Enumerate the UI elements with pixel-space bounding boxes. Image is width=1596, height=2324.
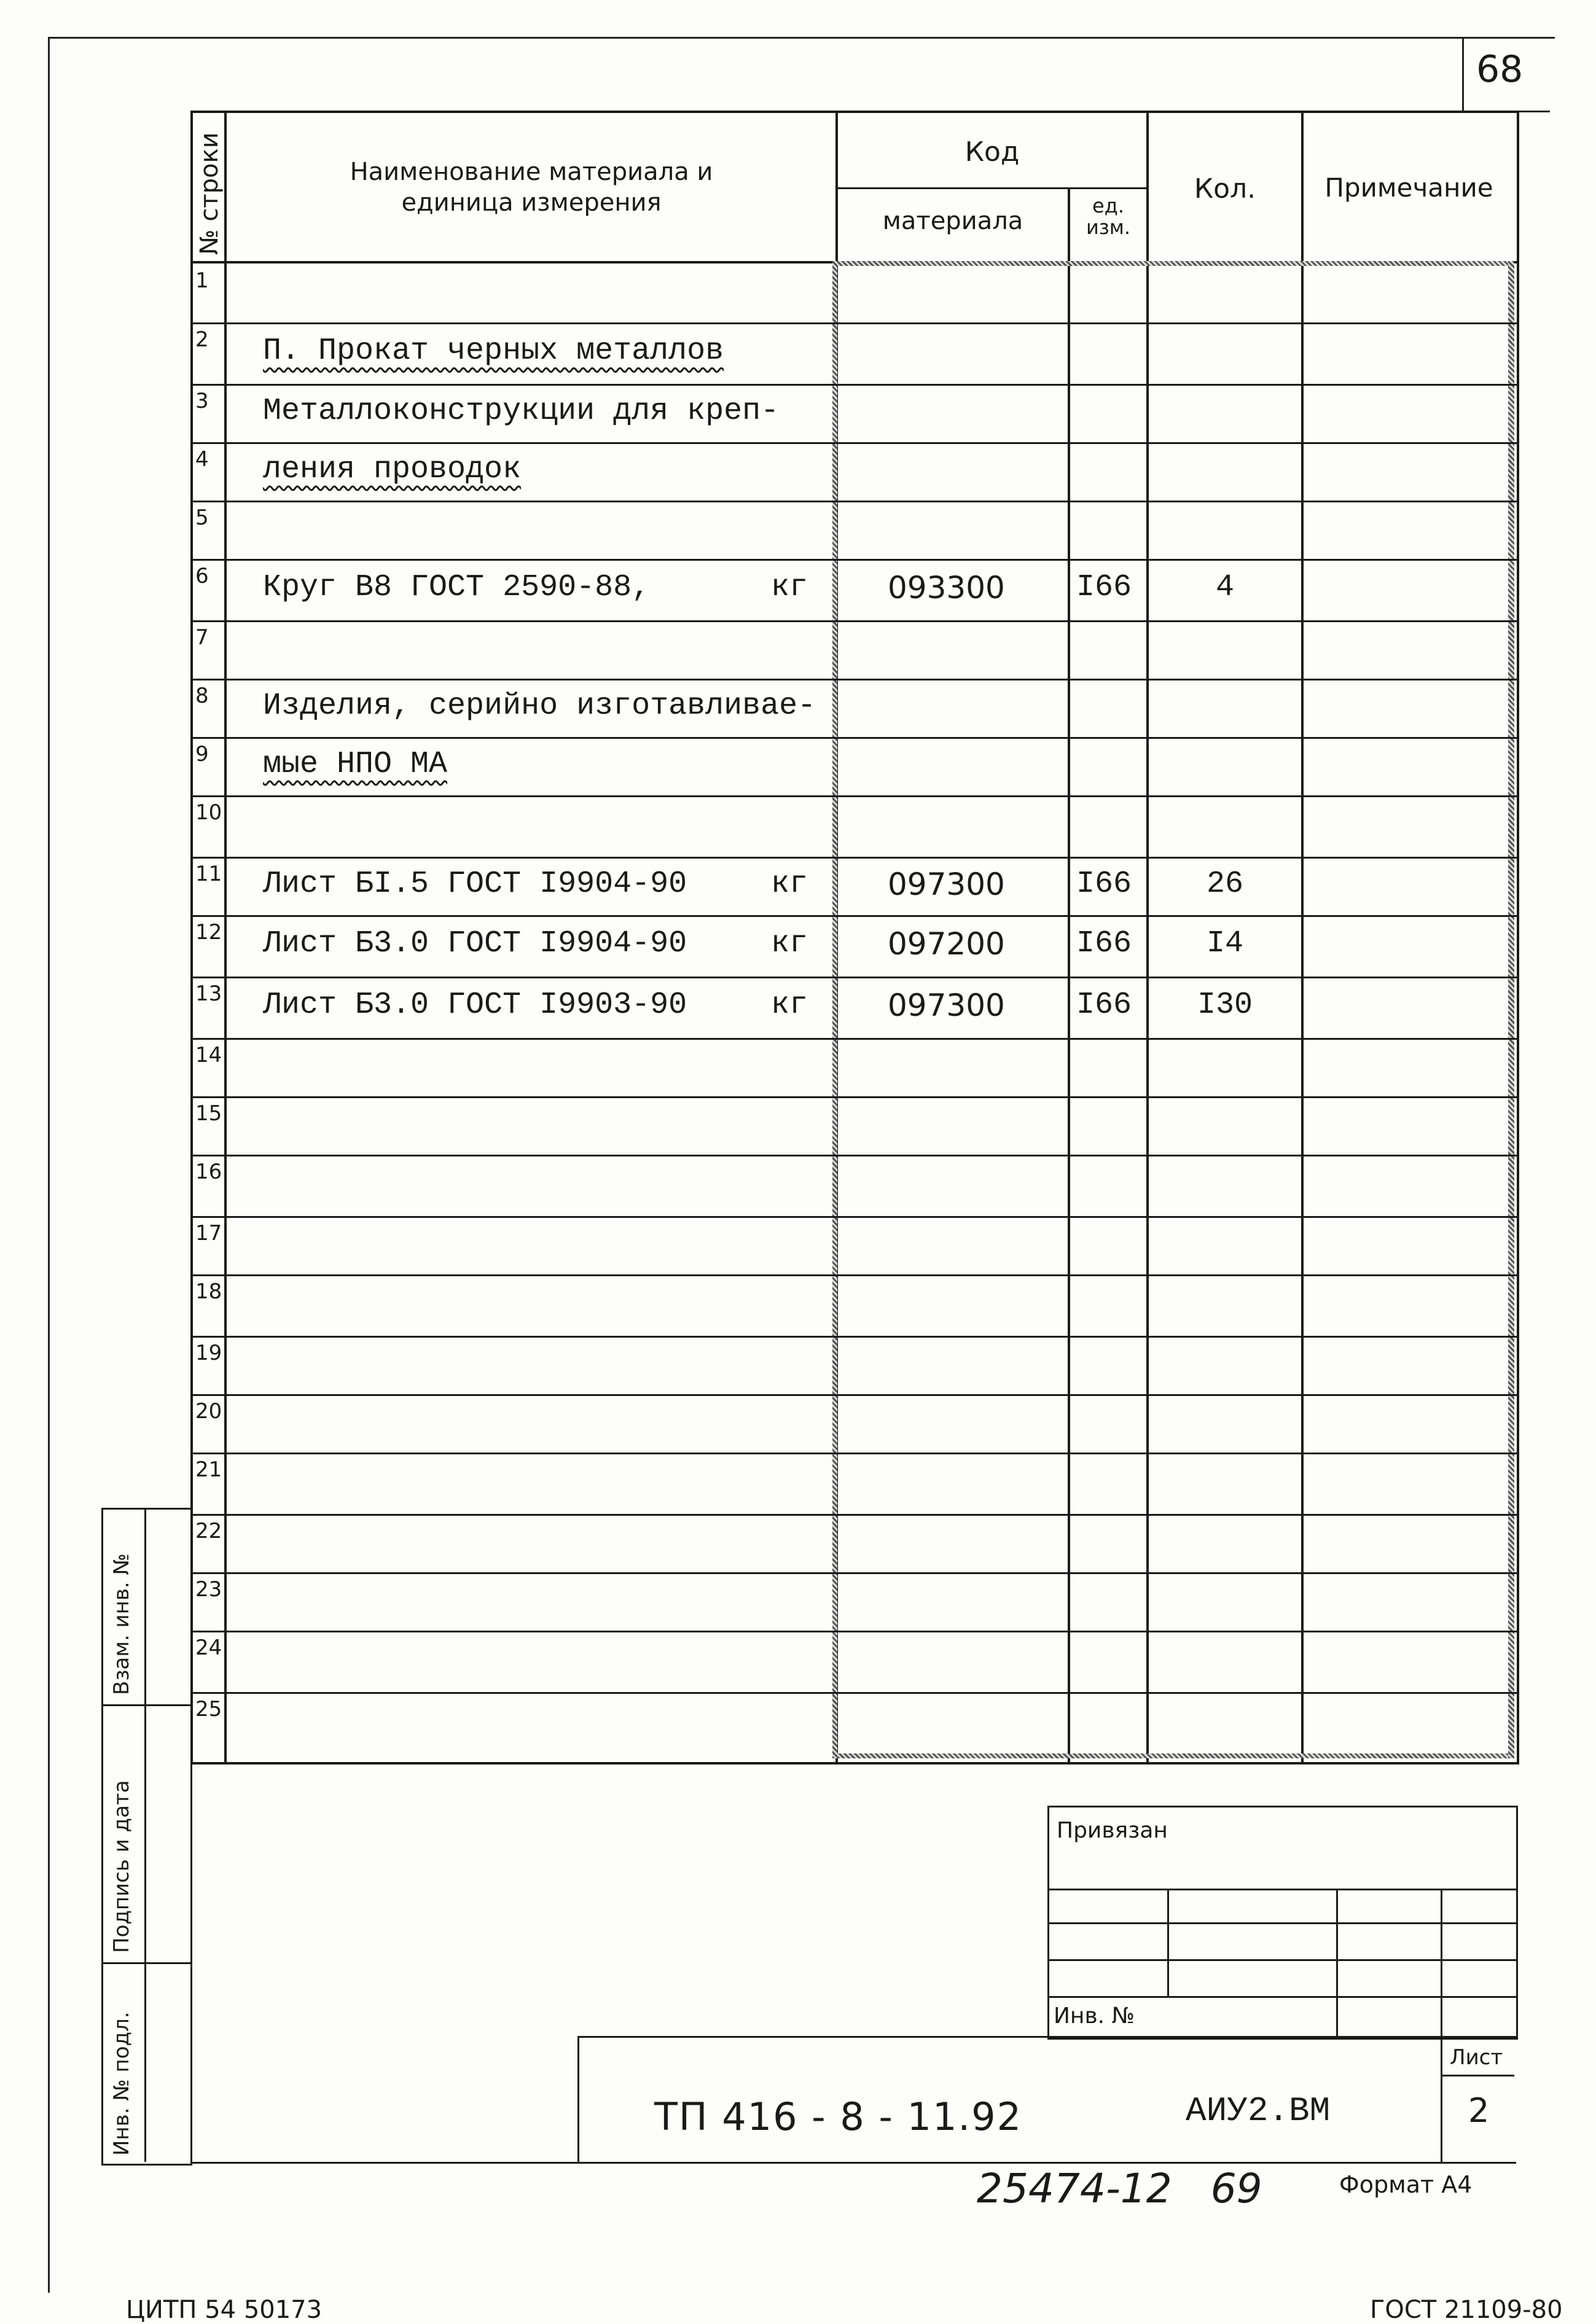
unit-code: I66 [1076,570,1132,605]
privyazan-col-1 [1167,1889,1169,1996]
item-name: Металлоконструкции для креп- [263,393,780,429]
unit-code: I66 [1076,866,1132,902]
row-divider [190,442,1517,444]
item-unit: кг [771,988,808,1023]
header-qty: Кол. [1194,173,1256,205]
stamp-mark-top [835,261,1514,266]
privyazan-col-2 [1336,1889,1338,2036]
row-divider [190,322,1517,324]
privyazan-col-3 [1441,1889,1442,2036]
row-divider [190,559,1517,561]
code-subheader-line [835,187,1149,189]
unit-code: I66 [1076,988,1132,1023]
privyazan-row-2 [1047,1922,1516,1924]
privyazan-label: Привязан [1057,1818,1168,1843]
row-number: 25 [195,1697,222,1722]
row-number: 10 [195,800,222,825]
side-strip-divider-2 [101,1962,190,1964]
row-number: 7 [195,625,209,650]
side-strip-divider-1 [101,1704,190,1706]
item-name: П. Прокат черных металлов [263,333,724,368]
row-divider [190,1631,1517,1632]
page-number-box [1462,37,1550,112]
row-number: 22 [195,1519,222,1543]
footer-left-cut: ЦИТП 54 50173 [126,2296,323,2324]
material-code: 097200 [888,926,1005,962]
header-code-unit: ед. изм. [1086,194,1131,240]
list-number: 2 [1468,2091,1490,2130]
material-code: 093300 [888,570,1005,606]
list-label: Лист [1450,2045,1503,2070]
side-label-inv: Инв. № подл. [109,2011,134,2156]
row-number: 23 [195,1577,222,1602]
item-unit: кг [771,570,808,605]
item-name: Лист БI.5 ГОСТ I9904-90 [263,866,687,902]
item-name: мые НПО МА [263,746,448,782]
row-number: 17 [195,1221,222,1246]
privyazan-row-1 [1047,1889,1516,1890]
row-number: 8 [195,684,209,708]
item-unit: кг [771,866,808,902]
row-divider [190,1572,1517,1574]
row-number: 12 [195,920,222,945]
row-number: 5 [195,505,209,530]
row-number: 2 [195,327,209,352]
item-name: Изделия, серийно изготавливае- [263,688,816,723]
header-code-material: материала [882,207,1023,235]
row-divider [190,915,1517,917]
row-number: 21 [195,1457,222,1482]
row-divider [190,1336,1517,1338]
header-row-no: № строки [195,132,224,255]
row-number: 19 [195,1341,222,1365]
row-divider [190,1514,1517,1516]
row-divider [190,1692,1517,1694]
row-number: 4 [195,447,209,472]
header-name [227,157,835,218]
row-number: 15 [195,1101,222,1126]
row-divider [190,1394,1517,1396]
unit-code: I66 [1076,926,1132,961]
quantity: 4 [1215,570,1234,605]
row-divider [190,857,1517,859]
side-label-podpis: Подпись и дата [109,1780,134,1953]
format-label: Формат А4 [1339,2171,1473,2198]
material-code: 097300 [888,866,1005,902]
row-number: 6 [195,564,209,588]
row-divider [190,501,1517,502]
row-number: 1 [195,268,209,293]
quantity: I30 [1197,988,1253,1023]
row-divider [190,1096,1517,1098]
row-number: 3 [195,389,209,413]
list-row-divider [1441,2075,1514,2076]
row-number: 20 [195,1399,222,1424]
item-unit: кг [771,926,808,961]
row-divider [190,1216,1517,1218]
handwritten-number: 25474-12 69 [977,2165,1262,2212]
side-strip-divider-v [144,1508,146,2162]
list-col-divider [1441,2036,1442,2162]
quantity: I4 [1206,926,1243,961]
stamp-mark-right [1508,261,1514,1758]
privyazan-row-4 [1047,1996,1516,1998]
item-name: Круг В8 ГОСТ 2590-88, [263,570,651,605]
row-divider [190,1452,1517,1454]
header-name-line2: единица измерения [401,189,662,217]
row-divider [190,795,1517,797]
row-divider [190,1038,1517,1040]
inv-no-label: Инв. № [1054,2003,1135,2029]
row-divider [190,1274,1517,1276]
privyazan-row-3 [1047,1959,1516,1961]
item-name: Лист Б3.0 ГОСТ I9904-90 [263,926,687,961]
quantity: 26 [1206,866,1243,902]
col-code-divider [1068,187,1070,1762]
stamp-mark-bottom [832,1753,1514,1758]
row-number: 24 [195,1636,222,1660]
row-divider [190,620,1517,622]
row-number: 16 [195,1160,222,1184]
doc-code: АИУ2.ВМ [1186,2091,1331,2131]
doc-number: ТП 416 - 8 - 11.92 [654,2094,1023,2139]
row-number: 14 [195,1043,222,1067]
header-code: Код [964,136,1020,168]
row-divider [190,384,1517,386]
header-name-line1: Наименование материала и [350,158,713,186]
row-divider [190,737,1517,739]
item-name: Лист Б3.0 ГОСТ I9903-90 [263,988,687,1023]
row-divider [190,1155,1517,1156]
page-number: 68 [1476,48,1524,91]
item-name: ления проводок [263,451,522,487]
stamp-mark-left [832,261,837,1758]
material-code: 097300 [888,988,1005,1023]
row-number: 18 [195,1279,222,1304]
footer-right-cut: ГОСТ 21109-80 [1370,2296,1563,2324]
row-divider [190,679,1517,680]
row-divider [190,977,1517,978]
row-number: 13 [195,981,222,1006]
row-number: 9 [195,742,209,766]
side-label-vzam: Взам. инв. № [109,1553,134,1695]
header-note: Примечание [1324,173,1493,203]
row-number: 11 [195,862,222,886]
